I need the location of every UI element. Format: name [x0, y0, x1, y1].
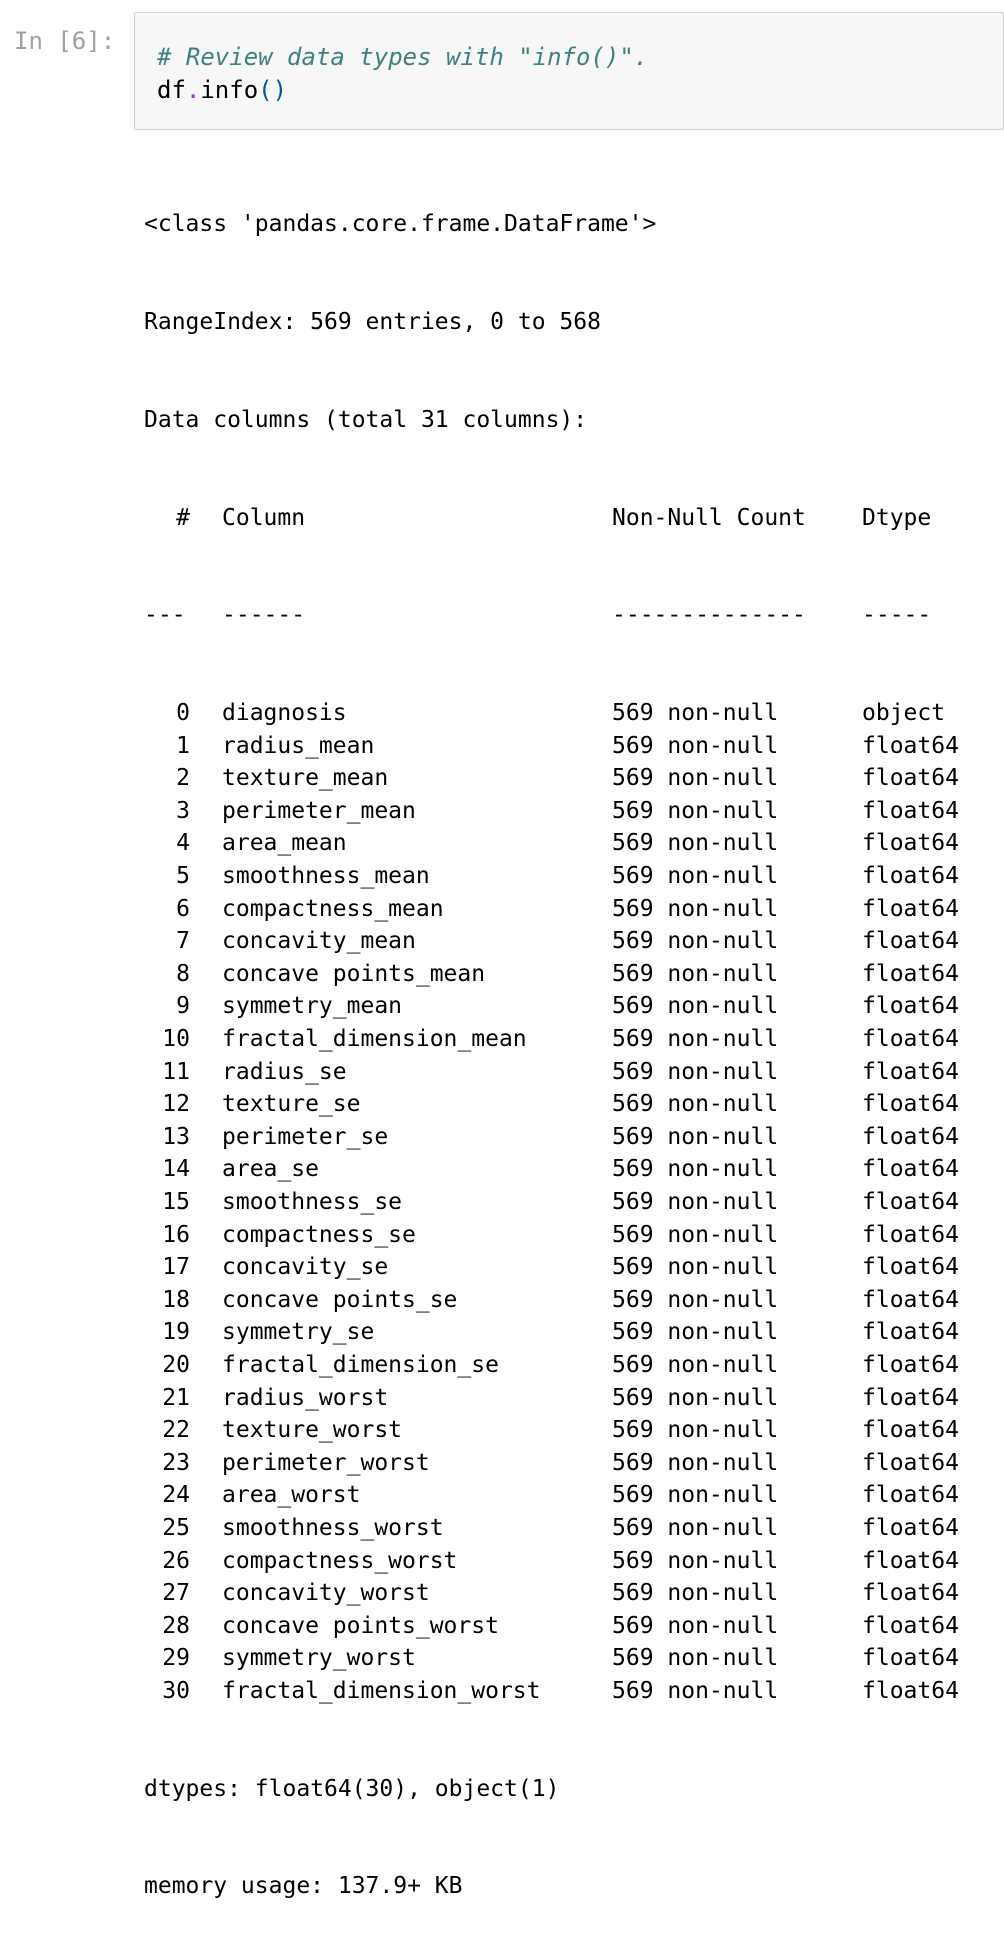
info-table-row	[144, 827, 959, 860]
info-table-row	[144, 1056, 959, 1089]
row-index: 9	[176, 993, 190, 1020]
row-dtype: float64	[862, 1058, 959, 1085]
row-non-null-count: 569 non-null	[612, 1058, 779, 1085]
row-column-name: fractal_dimension_se	[222, 1351, 499, 1378]
row-column-name: area_se	[222, 1156, 319, 1183]
info-table-row	[144, 1186, 959, 1219]
row-index: 24	[162, 1482, 190, 1509]
row-non-null-count: 569 non-null	[612, 1677, 779, 1704]
row-dtype: float64	[862, 993, 959, 1020]
row-non-null-count: 569 non-null	[612, 1612, 779, 1639]
info-table-row	[144, 1447, 959, 1480]
row-index: 5	[176, 863, 190, 890]
row-column-name: concave points_mean	[222, 960, 486, 987]
row-index: 12	[162, 1091, 190, 1118]
row-dtype: float64	[862, 1221, 959, 1248]
code-method: info	[200, 76, 259, 104]
info-table-row	[144, 990, 959, 1023]
row-non-null-count: 569 non-null	[612, 797, 779, 824]
row-column-name: radius_mean	[222, 732, 375, 759]
row-non-null-count: 569 non-null	[612, 1254, 779, 1281]
row-column-name: fractal_dimension_mean	[222, 1026, 527, 1053]
cell-prompt: In [6]:	[14, 27, 116, 55]
info-table-separator	[144, 599, 932, 632]
row-dtype: float64	[862, 1123, 959, 1150]
info-table-row	[144, 1349, 959, 1382]
row-index: 25	[162, 1514, 190, 1541]
header-count: Non-Null Count	[612, 504, 806, 531]
row-non-null-count: 569 non-null	[612, 1026, 779, 1053]
row-column-name: symmetry_mean	[222, 993, 403, 1020]
output-class-line: <class 'pandas.core.frame.DataFrame'>	[144, 211, 657, 238]
info-table-row	[144, 1545, 959, 1578]
row-non-null-count: 569 non-null	[612, 1514, 779, 1541]
info-table-row	[144, 893, 959, 926]
row-dtype: float64	[862, 1417, 959, 1444]
row-non-null-count: 569 non-null	[612, 1189, 779, 1215]
row-index: 10	[162, 1026, 190, 1053]
code-object: df	[157, 76, 186, 104]
info-table-row	[144, 1153, 959, 1186]
row-index: 27	[162, 1580, 190, 1607]
row-index: 11	[162, 1058, 190, 1085]
row-non-null-count: 569 non-null	[612, 700, 779, 727]
info-table-row	[144, 1121, 959, 1154]
row-index: 15	[162, 1189, 190, 1215]
info-table-row	[144, 1512, 959, 1545]
row-column-name: perimeter_mean	[222, 797, 416, 824]
header-num: #	[176, 504, 190, 531]
row-non-null-count: 569 non-null	[612, 1482, 779, 1509]
row-non-null-count: 569 non-null	[612, 1449, 779, 1476]
row-index: 17	[162, 1254, 190, 1281]
row-column-name: concavity_se	[222, 1254, 389, 1281]
header-dtype: Dtype	[862, 504, 932, 531]
row-column-name: area_mean	[222, 830, 347, 857]
info-table-row	[144, 1414, 959, 1447]
info-table-row	[144, 1251, 959, 1284]
row-index: 21	[162, 1384, 190, 1411]
row-dtype: float64	[862, 1547, 959, 1574]
row-non-null-count: 569 non-null	[612, 765, 779, 792]
row-dtype: float64	[862, 928, 959, 955]
row-dtype: float64	[862, 1677, 959, 1704]
row-dtype: float64	[862, 732, 959, 759]
row-dtype: float64	[862, 765, 959, 792]
info-table-row	[144, 1284, 959, 1317]
info-table-row	[144, 1316, 959, 1349]
row-dtype: float64	[862, 1482, 959, 1509]
info-table-row	[144, 1479, 959, 1512]
row-index: 30	[162, 1677, 190, 1704]
separator-num: ---	[144, 602, 186, 629]
row-dtype: float64	[862, 1351, 959, 1378]
row-dtype: float64	[862, 1580, 959, 1607]
row-index: 18	[162, 1286, 190, 1313]
info-table-row	[144, 1382, 959, 1415]
row-non-null-count: 569 non-null	[612, 1645, 779, 1672]
row-dtype: float64	[862, 797, 959, 824]
row-non-null-count: 569 non-null	[612, 1286, 779, 1313]
row-dtype: float64	[862, 1645, 959, 1672]
row-index: 13	[162, 1123, 190, 1150]
row-column-name: smoothness_worst	[222, 1514, 444, 1541]
row-index: 3	[176, 797, 190, 824]
info-table-row	[144, 860, 959, 893]
row-column-name: perimeter_se	[222, 1123, 389, 1150]
row-dtype: float64	[862, 1449, 959, 1476]
row-column-name: symmetry_worst	[222, 1645, 416, 1672]
row-column-name: fractal_dimension_worst	[222, 1677, 541, 1704]
row-index: 4	[176, 830, 190, 857]
row-non-null-count: 569 non-null	[612, 1123, 779, 1150]
row-non-null-count: 569 non-null	[612, 1319, 779, 1346]
output-memory-usage: memory usage: 137.9+ KB	[144, 1873, 463, 1900]
row-column-name: texture_worst	[222, 1417, 403, 1444]
row-non-null-count: 569 non-null	[612, 732, 779, 759]
row-index: 6	[176, 895, 190, 922]
row-dtype: float64	[862, 960, 959, 987]
row-dtype: float64	[862, 1156, 959, 1183]
row-index: 16	[162, 1221, 190, 1248]
row-column-name: smoothness_se	[222, 1189, 403, 1215]
row-column-name: concave points_worst	[222, 1612, 499, 1639]
code-input-area[interactable]	[134, 12, 1004, 130]
row-index: 2	[176, 765, 190, 792]
row-index: 23	[162, 1449, 190, 1476]
code-comment: # Review data types with "info()".	[157, 43, 649, 71]
row-non-null-count: 569 non-null	[612, 960, 779, 987]
row-dtype: float64	[862, 1026, 959, 1053]
row-column-name: compactness_mean	[222, 895, 444, 922]
row-column-name: symmetry_se	[222, 1319, 375, 1346]
row-dtype: float64	[862, 895, 959, 922]
output-dtypes-summary: dtypes: float64(30), object(1)	[144, 1775, 560, 1802]
row-index: 1	[176, 732, 190, 759]
row-dtype: float64	[862, 1612, 959, 1639]
cell-output	[144, 143, 959, 1936]
row-column-name: texture_se	[222, 1091, 361, 1118]
row-column-name: perimeter_worst	[222, 1449, 430, 1476]
info-table-row	[144, 958, 959, 991]
info-table-row	[144, 1088, 959, 1121]
row-non-null-count: 569 non-null	[612, 1091, 779, 1118]
output-data-columns: Data columns (total 31 columns):	[144, 406, 588, 433]
info-table-rows	[144, 697, 959, 1707]
row-dtype: object	[862, 700, 946, 727]
row-column-name: diagnosis	[222, 700, 347, 727]
info-table-row	[144, 1610, 959, 1643]
info-table-row	[144, 1642, 959, 1675]
row-dtype: float64	[862, 1091, 959, 1118]
row-non-null-count: 569 non-null	[612, 1384, 779, 1411]
info-table-row	[144, 1675, 959, 1708]
row-dtype: float64	[862, 1514, 959, 1541]
row-index: 22	[162, 1417, 190, 1444]
row-dtype: float64	[862, 1189, 959, 1215]
header-column: Column	[222, 504, 306, 531]
row-non-null-count: 569 non-null	[612, 1221, 779, 1248]
row-non-null-count: 569 non-null	[612, 895, 779, 922]
info-table-header	[144, 502, 932, 535]
row-index: 20	[162, 1351, 190, 1378]
row-index: 28	[162, 1612, 190, 1639]
row-dtype: float64	[862, 830, 959, 857]
row-non-null-count: 569 non-null	[612, 993, 779, 1020]
row-column-name: compactness_se	[222, 1221, 416, 1248]
row-index: 14	[162, 1156, 190, 1183]
separator-column: ------	[222, 602, 306, 629]
code-dot-operator: .	[185, 76, 201, 104]
row-non-null-count: 569 non-null	[612, 830, 779, 857]
output-range-index: RangeIndex: 569 entries, 0 to 568	[144, 308, 601, 335]
row-column-name: compactness_worst	[222, 1547, 458, 1574]
info-table-row	[144, 1577, 959, 1610]
row-dtype: float64	[862, 863, 959, 890]
row-column-name: concave points_se	[222, 1286, 458, 1313]
row-dtype: float64	[862, 1384, 959, 1411]
row-index: 7	[176, 928, 190, 955]
row-non-null-count: 569 non-null	[612, 928, 779, 955]
row-non-null-count: 569 non-null	[612, 1580, 779, 1607]
row-column-name: radius_worst	[222, 1384, 389, 1411]
row-non-null-count: 569 non-null	[612, 1417, 779, 1444]
row-non-null-count: 569 non-null	[612, 1351, 779, 1378]
row-index: 19	[162, 1319, 190, 1346]
info-table-row	[144, 925, 959, 958]
row-column-name: texture_mean	[222, 765, 389, 792]
row-column-name: area_worst	[222, 1482, 361, 1509]
code-editor[interactable]	[157, 41, 648, 107]
row-index: 0	[176, 700, 190, 727]
code-parens: ()	[258, 76, 288, 104]
row-non-null-count: 569 non-null	[612, 1547, 779, 1574]
info-table-row	[144, 795, 959, 828]
row-dtype: float64	[862, 1286, 959, 1313]
row-column-name: radius_se	[222, 1058, 347, 1085]
row-column-name: concavity_mean	[222, 928, 416, 955]
row-column-name: smoothness_mean	[222, 863, 430, 890]
row-dtype: float64	[862, 1319, 959, 1346]
row-non-null-count: 569 non-null	[612, 1156, 779, 1183]
row-non-null-count: 569 non-null	[612, 863, 779, 890]
row-column-name: concavity_worst	[222, 1580, 430, 1607]
separator-dtype: -----	[862, 602, 932, 629]
row-index: 26	[162, 1547, 190, 1574]
info-table-row	[144, 762, 959, 795]
info-table-row	[144, 697, 946, 730]
row-index: 29	[162, 1645, 190, 1672]
row-dtype: float64	[862, 1254, 959, 1281]
info-table-row	[144, 1023, 959, 1056]
info-table-row	[144, 730, 959, 763]
info-table-row	[144, 1219, 959, 1252]
row-index: 8	[176, 960, 190, 987]
separator-count: --------------	[612, 602, 806, 629]
